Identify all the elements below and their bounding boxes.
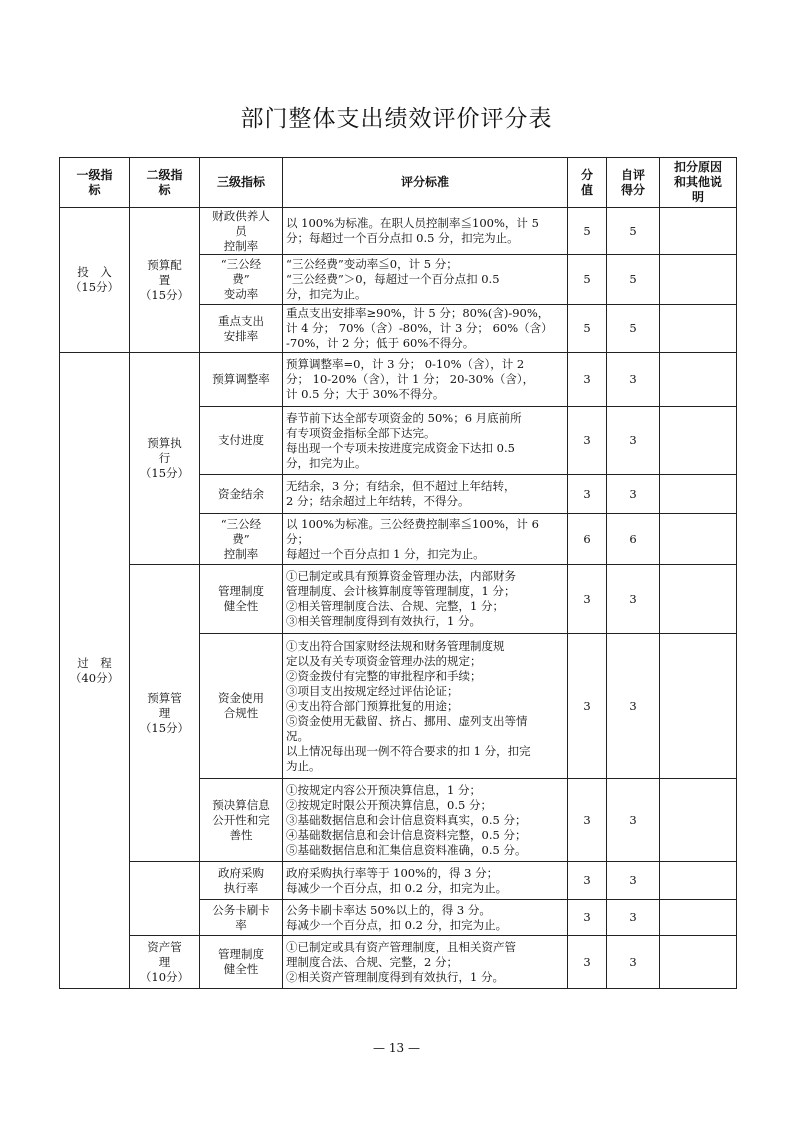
text-line: ③相关管理制度得到有效执行，1 分。 — [286, 614, 481, 628]
header-standard — [283, 158, 568, 208]
text-line: 政府采购执行率等于 100%的，得 3 分； — [286, 865, 499, 880]
self-score-cell: 5 — [607, 208, 660, 255]
standard-cell — [283, 514, 568, 565]
score-cell: 3 — [568, 936, 607, 989]
page-number: — 13 — — [373, 1041, 420, 1055]
reason-cell — [660, 305, 737, 353]
text-line: 资金结余 — [218, 486, 264, 501]
text-line: ②资金拨付有完整的审批程序和手续； — [286, 668, 482, 683]
reason-cell — [660, 900, 737, 936]
text-line: 重点支出安排率≥90%，计 5 分；80%(含)-90%， — [286, 306, 550, 320]
text-line: 自评 — [620, 167, 645, 182]
text-line: （15分） — [139, 720, 190, 735]
l3-cell — [200, 475, 283, 514]
page-title: 部门整体支出绩效评价评分表 — [240, 106, 553, 132]
text-line: 支付进度 — [218, 433, 264, 447]
l3-cell — [200, 353, 283, 407]
self-score-cell: 3 — [607, 779, 660, 862]
text-line: 行 — [158, 451, 171, 465]
reason-cell — [660, 565, 737, 634]
text-line: 管理制度 — [218, 947, 264, 961]
text-line: 费” — [232, 272, 250, 286]
text-line: ③基础数据信息和会计信息资料真实，0.5 分； — [286, 812, 527, 827]
text-line: 健全性 — [223, 599, 259, 613]
header-self-score — [607, 158, 660, 208]
standard-cell — [283, 353, 568, 407]
table-row — [60, 208, 737, 255]
score-cell: 6 — [568, 514, 607, 565]
l1-input — [60, 208, 130, 353]
l2-budget-mgmt — [130, 565, 200, 862]
text-line: 预算管 — [147, 690, 182, 705]
l3-cell — [200, 862, 283, 900]
text-line: 分； 10-20%（含），计 1 分； 20-30%（含）， — [286, 372, 535, 386]
reason-cell — [660, 255, 737, 305]
reason-cell — [660, 862, 737, 900]
standard-cell — [283, 407, 568, 475]
table-row — [60, 353, 737, 407]
reason-cell — [660, 779, 737, 862]
self-score-cell: 3 — [607, 565, 660, 634]
l3-cell — [200, 936, 283, 989]
text-line: 以 100%为标准。在职人员控制率≦100%，计 5 — [286, 216, 539, 230]
text-line: 得分 — [620, 182, 645, 197]
text-line: 评分标准 — [400, 175, 449, 189]
standard-cell — [283, 634, 568, 779]
text-line: （15分） — [139, 466, 190, 480]
l3-cell — [200, 255, 283, 305]
text-line: 计 4 分； 70%（含）-80%，计 3 分； 60%（含） — [286, 321, 553, 335]
text-line: 每出现一个专项未按进度完成资金下达扣 0.5 — [286, 440, 515, 455]
l3-cell — [200, 900, 283, 936]
self-score-cell: 3 — [607, 862, 660, 900]
text-line: 控制率 — [223, 546, 259, 561]
text-line: 置 — [158, 272, 171, 287]
text-line: 投 入 — [77, 265, 112, 279]
text-line: “三公经费”＞0，每超过一个百分点扣 0.5 — [286, 272, 500, 286]
text-line: 预算配 — [147, 257, 182, 272]
text-line: 重点支出 — [218, 313, 264, 328]
text-line: 每减少一个百分点，扣 0.2 分，扣完为止。 — [286, 917, 508, 932]
text-line: 标 — [158, 182, 171, 197]
text-line: 过 程 — [77, 655, 112, 670]
self-score-cell: 5 — [607, 305, 660, 353]
score-cell: 3 — [568, 634, 607, 779]
text-line: 每超过一个百分点扣 1 分，扣完为止。 — [286, 546, 485, 561]
text-line: （15分） — [69, 280, 120, 294]
standard-cell — [283, 475, 568, 514]
text-line: 以上情况每出现一例不符合要求的扣 1 分，扣完 — [286, 743, 531, 758]
text-line: 公务卡刷卡 — [212, 902, 270, 917]
l3-cell — [200, 208, 283, 255]
text-line: 预算调整率 — [212, 372, 270, 386]
l1-process — [60, 353, 130, 989]
self-score-cell: 3 — [607, 936, 660, 989]
text-line: 理制度合法、合规、完整，2 分； — [286, 954, 458, 969]
text-line: （15分） — [139, 287, 190, 302]
l3-cell — [200, 407, 283, 475]
self-score-cell: 3 — [607, 900, 660, 936]
l3-cell — [200, 565, 283, 634]
text-line: 计 0.5 分；大于 30%不得分。 — [286, 387, 445, 401]
text-line: 资金使用 — [218, 691, 264, 705]
reason-cell — [660, 936, 737, 989]
text-line: 每减少一个百分点，扣 0.2 分，扣完为止。 — [286, 880, 508, 895]
text-line: 率 — [235, 917, 247, 932]
header-reason — [660, 158, 737, 208]
text-line: 三级指标 — [216, 175, 265, 189]
text-line: 理 — [158, 954, 171, 969]
standard-cell — [283, 565, 568, 634]
l3-cell — [200, 305, 283, 353]
text-line: ①支出符合国家财经法规和财务管理制度规 — [286, 638, 505, 653]
score-table — [59, 157, 737, 989]
text-line: 春节前下达全部专项资金的 50%；6 月底前所 — [286, 410, 522, 425]
text-line: “三公经 — [220, 516, 262, 531]
score-cell: 3 — [568, 779, 607, 862]
standard-cell — [283, 779, 568, 862]
text-line: ②相关资产管理制度得到有效执行，1 分。 — [286, 969, 504, 984]
text-line: 定以及有关专项资金管理办法的规定； — [286, 653, 482, 668]
text-line: 分； — [286, 531, 309, 546]
text-line: 资产管 — [147, 939, 182, 954]
text-line: ⑤资金使用无截留、挤占、挪用、虚列支出等情 — [286, 713, 528, 728]
l3-cell — [200, 779, 283, 862]
l2-empty-cell — [130, 862, 200, 936]
text-line: 明 — [691, 190, 704, 204]
header-level2 — [130, 158, 200, 208]
score-cell: 5 — [568, 208, 607, 255]
score-cell: 5 — [568, 305, 607, 353]
text-line: 标 — [88, 182, 101, 197]
score-cell: 3 — [568, 353, 607, 407]
text-line: 预算调整率=0，计 3 分； 0-10%（含），计 2 — [286, 357, 525, 371]
text-line: 值 — [580, 182, 593, 197]
score-cell: 5 — [568, 255, 607, 305]
standard-cell — [283, 255, 568, 305]
self-score-cell: 6 — [607, 514, 660, 565]
standard-cell — [283, 208, 568, 255]
table-row — [60, 565, 737, 634]
self-score-cell: 3 — [607, 475, 660, 514]
self-score-cell: 3 — [607, 353, 660, 407]
text-line: ②按规定时限公开预决算信息，0.5 分； — [286, 797, 492, 812]
text-line: 分，扣完为止。 — [286, 455, 367, 470]
text-line: 理 — [158, 705, 171, 720]
header-level3 — [200, 158, 283, 208]
text-line: ②相关管理制度合法、合规、完整，1 分； — [286, 599, 504, 613]
text-line: 和其他说 — [673, 175, 722, 189]
text-line: 有专项资金指标全部下达完。 — [286, 425, 436, 440]
text-line: 公务卡刷卡率达 50%以上的，得 3 分。 — [286, 902, 491, 917]
text-line: 员 — [235, 223, 247, 238]
table-row — [60, 862, 737, 900]
text-line: 无结余，3 分；有结余，但不超过上年结转， — [286, 479, 516, 493]
header-score — [568, 158, 607, 208]
text-line: 扣分原因 — [673, 160, 722, 174]
l2-budget-exec — [130, 353, 200, 565]
reason-cell — [660, 208, 737, 255]
text-line: 善性 — [229, 827, 253, 842]
text-line: （10分） — [139, 969, 190, 984]
text-line: “三公经费”变动率≦0，计 5 分； — [286, 257, 458, 271]
standard-cell — [283, 900, 568, 936]
text-line: 公开性和完 — [212, 812, 270, 827]
text-line: 况。 — [286, 728, 309, 743]
text-line: 一级指 — [76, 167, 113, 182]
standard-cell — [283, 305, 568, 353]
text-line: 政府采购 — [218, 865, 264, 880]
self-score-cell: 3 — [607, 634, 660, 779]
standard-cell — [283, 936, 568, 989]
text-line: “三公经 — [220, 257, 262, 271]
text-line: 预算执 — [147, 436, 182, 450]
score-cell: 3 — [568, 900, 607, 936]
text-line: （40分） — [69, 670, 120, 685]
text-line: 为止。 — [286, 758, 321, 773]
text-line: 2 分；结余超过上年结转，不得分。 — [286, 494, 470, 508]
text-line: 预决算信息 — [212, 797, 270, 812]
text-line: 分；每超过一个百分点扣 0.5 分，扣完为止。 — [286, 231, 519, 245]
reason-cell — [660, 514, 737, 565]
text-line: 合规性 — [223, 706, 259, 720]
header-row — [60, 158, 737, 208]
text-line: ①已制定或具有预算资金管理办法，内部财务 — [286, 569, 516, 583]
text-line: 财政供养人 — [212, 208, 270, 223]
header-level1 — [60, 158, 130, 208]
text-line: ①已制定或具有资产管理制度，且相关资产管 — [286, 939, 516, 954]
table-row — [60, 936, 737, 989]
text-line: ⑤基础数据信息和汇集信息资料准确，0.5 分。 — [286, 842, 527, 857]
text-line: 变动率 — [223, 287, 259, 301]
l2-asset-mgmt — [130, 936, 200, 989]
text-line: 以 100%为标准。三公经费控制率≦100%，计 6 — [286, 516, 539, 531]
text-line: 费” — [232, 531, 250, 546]
score-cell: 3 — [568, 475, 607, 514]
score-cell: 3 — [568, 862, 607, 900]
text-line: ①按规定内容公开预决算信息，1 分； — [286, 782, 481, 797]
text-line: 二级指 — [146, 167, 183, 182]
text-line: 安排率 — [223, 328, 259, 343]
l3-cell — [200, 514, 283, 565]
l3-cell — [200, 634, 283, 779]
score-cell: 3 — [568, 407, 607, 475]
text-line: 控制率 — [223, 238, 259, 253]
self-score-cell: 3 — [607, 407, 660, 475]
text-line: 管理制度、会计核算制度等管理制度，1 分； — [286, 584, 516, 598]
text-line: -70%，计 2 分；低于 60%不得分。 — [286, 336, 475, 350]
text-line: ③项目支出按规定经过评估论证； — [286, 683, 459, 698]
score-cell: 3 — [568, 565, 607, 634]
standard-cell — [283, 862, 568, 900]
text-line: 分 — [580, 167, 593, 182]
text-line: 执行率 — [223, 880, 259, 895]
text-line: ④基础数据信息和会计信息资料完整，0.5 分； — [286, 827, 527, 842]
text-line: ④支出符合部门预算批复的用途； — [286, 698, 459, 713]
l2-budget-config — [130, 208, 200, 353]
reason-cell — [660, 475, 737, 514]
text-line: 分，扣完为止。 — [286, 287, 367, 301]
text-line: 管理制度 — [218, 584, 264, 598]
reason-cell — [660, 353, 737, 407]
text-line: 健全性 — [223, 962, 259, 976]
reason-cell — [660, 634, 737, 779]
reason-cell — [660, 407, 737, 475]
self-score-cell: 5 — [607, 255, 660, 305]
